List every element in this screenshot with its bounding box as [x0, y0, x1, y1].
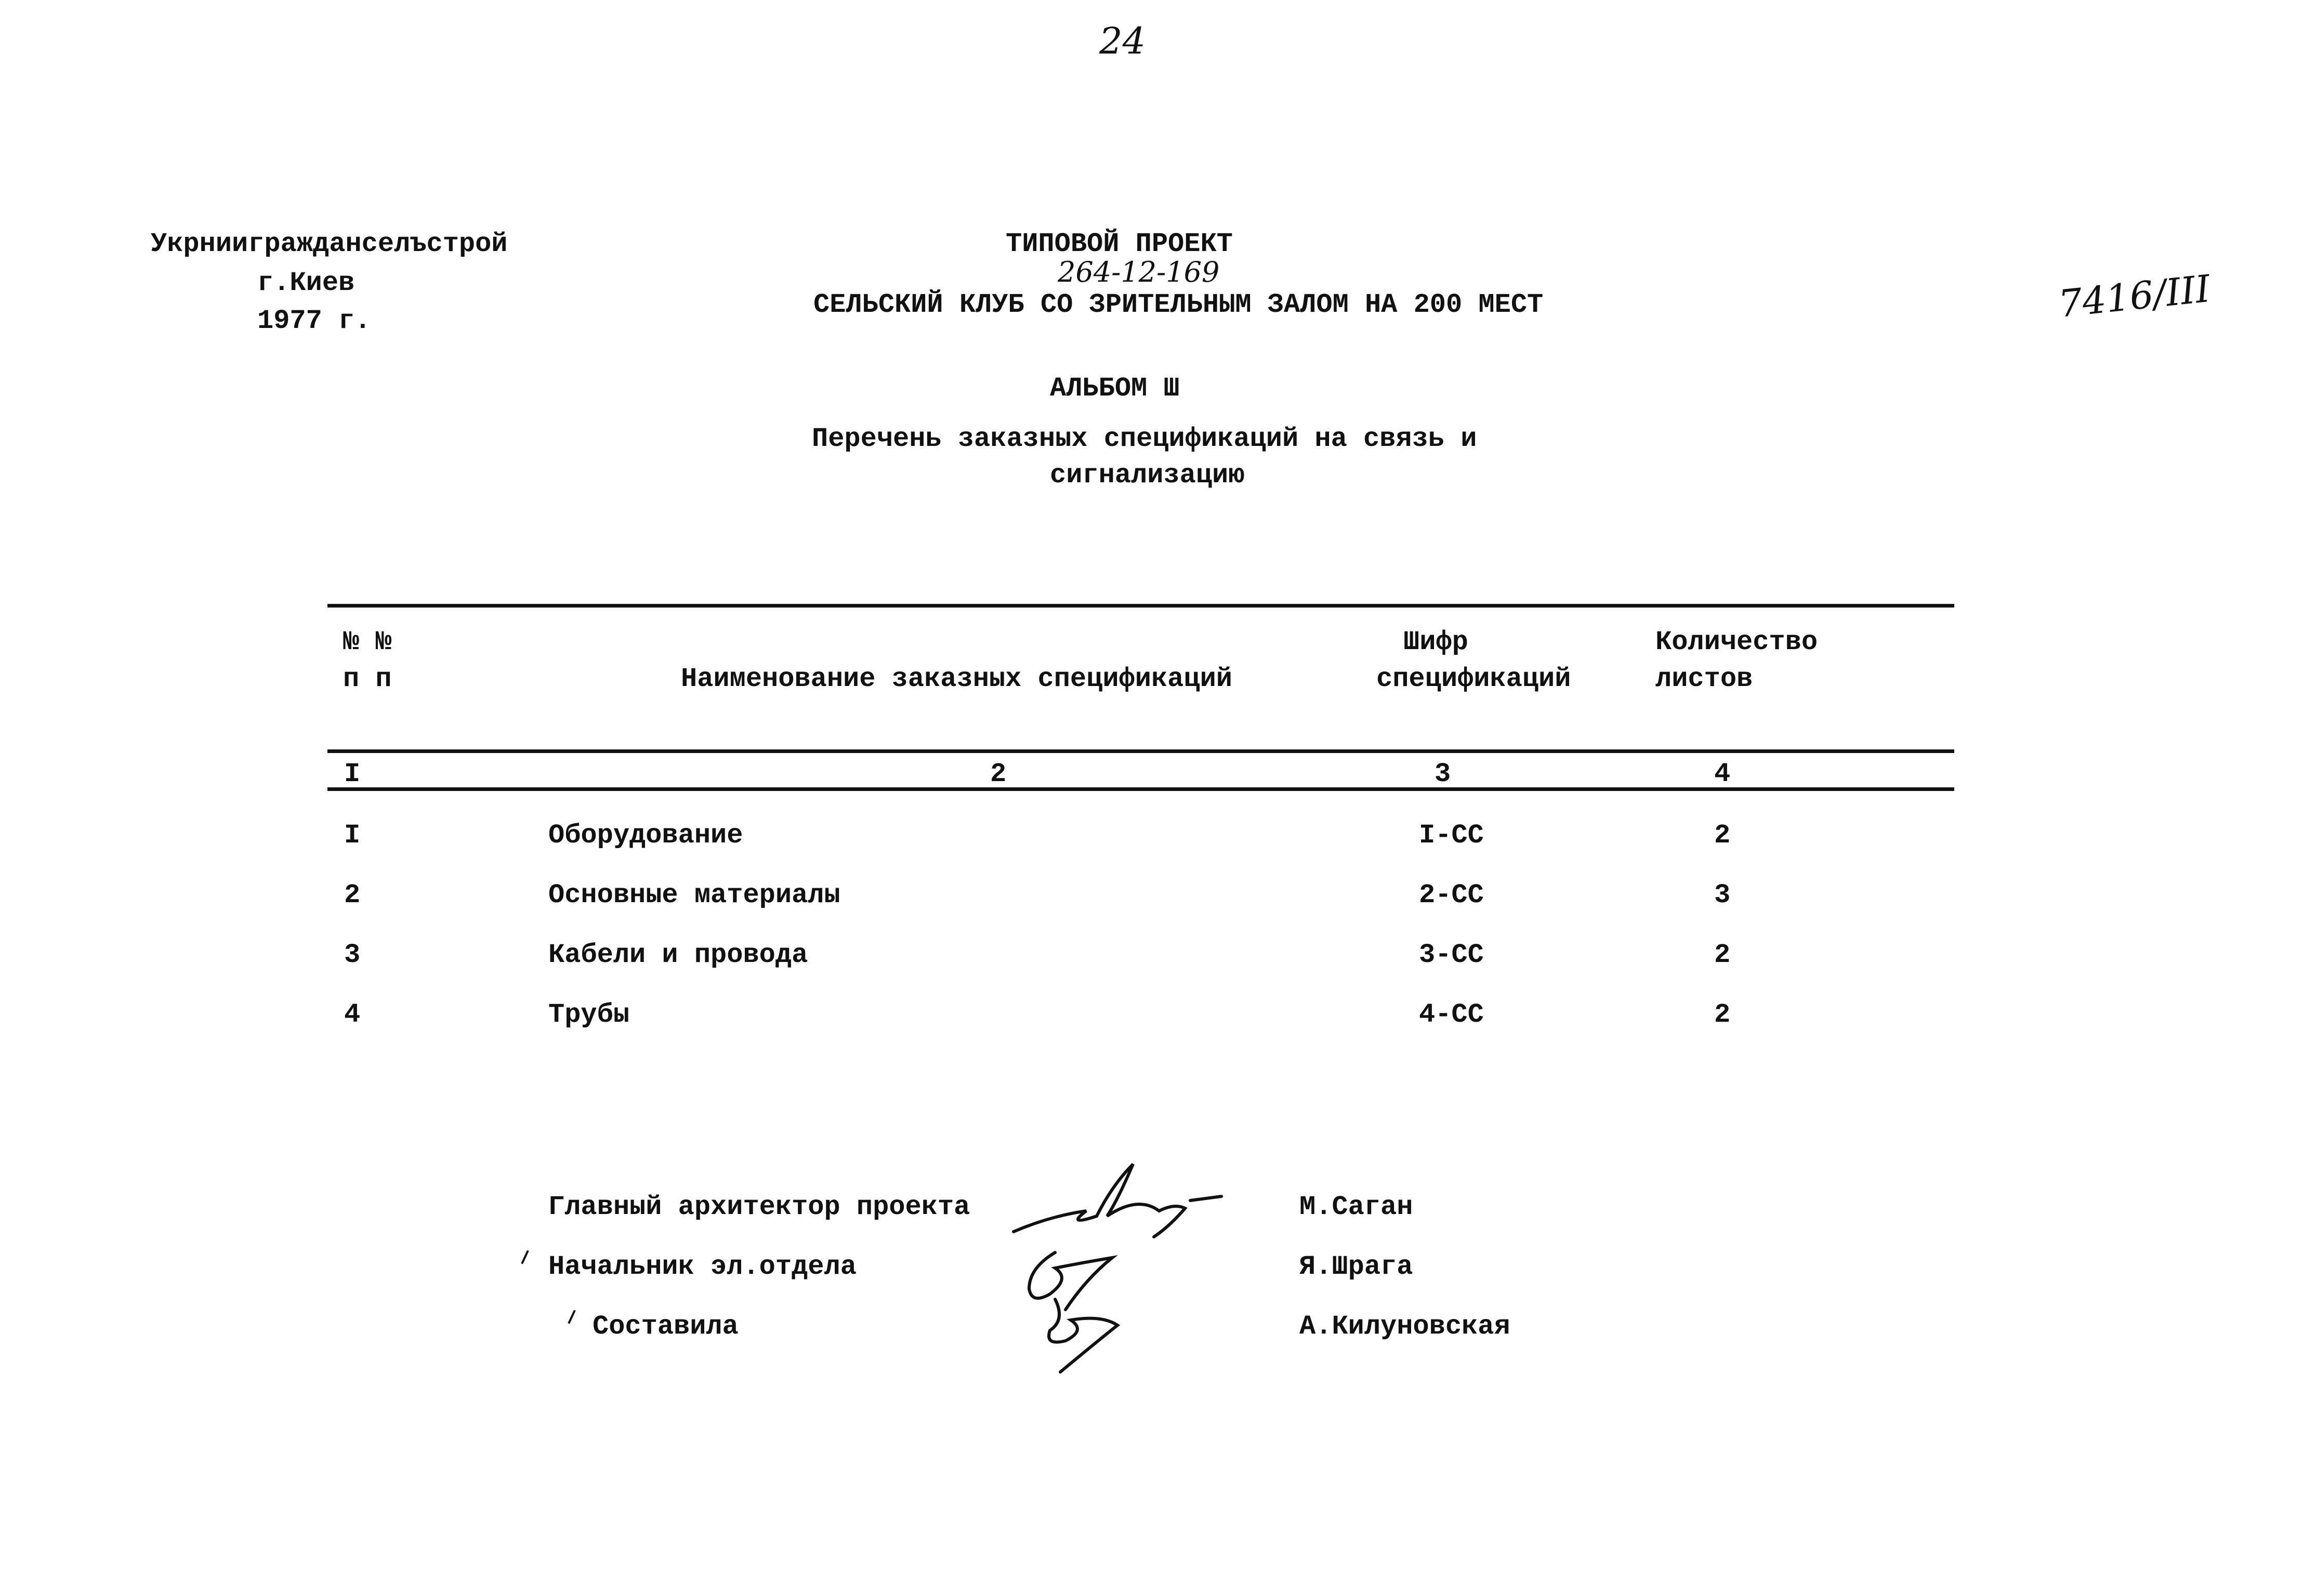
project-number: 264-12-169 — [1058, 256, 1220, 288]
row-code: 3-СС — [1419, 940, 1484, 970]
archive-mark: 7416/III — [2056, 266, 2213, 326]
column-number-2: 2 — [990, 759, 1007, 789]
organization-name: Укрниигражданселъстрой — [151, 229, 508, 259]
header-count-line1: Количество — [1655, 627, 1818, 657]
signature-name-department-head: Я.Шрага — [1299, 1251, 1413, 1282]
page-number: 24 — [1099, 20, 1146, 62]
row-code: I-СС — [1419, 820, 1484, 851]
row-sheets: 2 — [1714, 940, 1731, 970]
signature-role-chief-architect: Главный архитектор проекта — [548, 1192, 970, 1222]
row-sheets: 3 — [1714, 880, 1731, 911]
row-num: 3 — [344, 940, 361, 970]
row-name: Основные материалы — [548, 880, 840, 911]
signature-scribble-compiler — [1034, 1289, 1133, 1377]
row-num: I — [344, 820, 361, 851]
column-numbers-rule — [327, 787, 1954, 791]
header-code-line2: спецификаций — [1376, 664, 1571, 694]
signature-name-chief-architect: М.Саган — [1299, 1192, 1413, 1222]
signature-scribble-chief-architect — [1003, 1154, 1237, 1247]
column-number-4: 4 — [1714, 759, 1731, 789]
row-num: 2 — [344, 880, 361, 911]
header-code-line1: Шифр — [1403, 627, 1468, 657]
header-count-line2: листов — [1655, 664, 1753, 694]
subject-line-2: сигнализацию — [1050, 460, 1245, 491]
album-title: АЛЬБОМ Ш — [1050, 373, 1180, 404]
header-name: Наименование заказных спецификаций — [681, 664, 1232, 694]
signature-role-compiler: Составила — [593, 1311, 739, 1342]
table-header-rule — [327, 749, 1954, 753]
column-number-3: 3 — [1435, 759, 1451, 789]
project-title: СЕЛЬСКИЙ КЛУБ СО ЗРИТЕЛЬНЫМ ЗАЛОМ НА 200 МЕСТ — [813, 289, 1544, 320]
column-number-1: I — [344, 759, 361, 789]
project-type: ТИПОВОЙ ПРОЕКТ — [1006, 229, 1233, 259]
row-code: 4-СС — [1419, 999, 1484, 1030]
subject-line-1: Перечень заказных спецификаций на связь и — [812, 424, 1477, 454]
row-name: Кабели и провода — [548, 940, 808, 970]
row-sheets: 2 — [1714, 820, 1731, 851]
tick-mark — [521, 1250, 529, 1264]
row-code: 2-СС — [1419, 880, 1484, 911]
row-sheets: 2 — [1714, 999, 1731, 1030]
row-name: Трубы — [548, 999, 630, 1030]
table-top-rule — [327, 604, 1954, 608]
tick-mark — [568, 1310, 575, 1324]
organization-year: 1977 г. — [257, 306, 371, 336]
signature-role-department-head: Начальник эл.отдела — [548, 1251, 857, 1282]
row-name: Оборудование — [548, 820, 743, 851]
header-num-line1: № № — [343, 627, 392, 657]
organization-city: г.Киев — [257, 268, 355, 298]
header-num-line2: п п — [343, 664, 392, 694]
row-num: 4 — [344, 999, 361, 1030]
signature-name-compiler: А.Килуновская — [1299, 1311, 1510, 1342]
